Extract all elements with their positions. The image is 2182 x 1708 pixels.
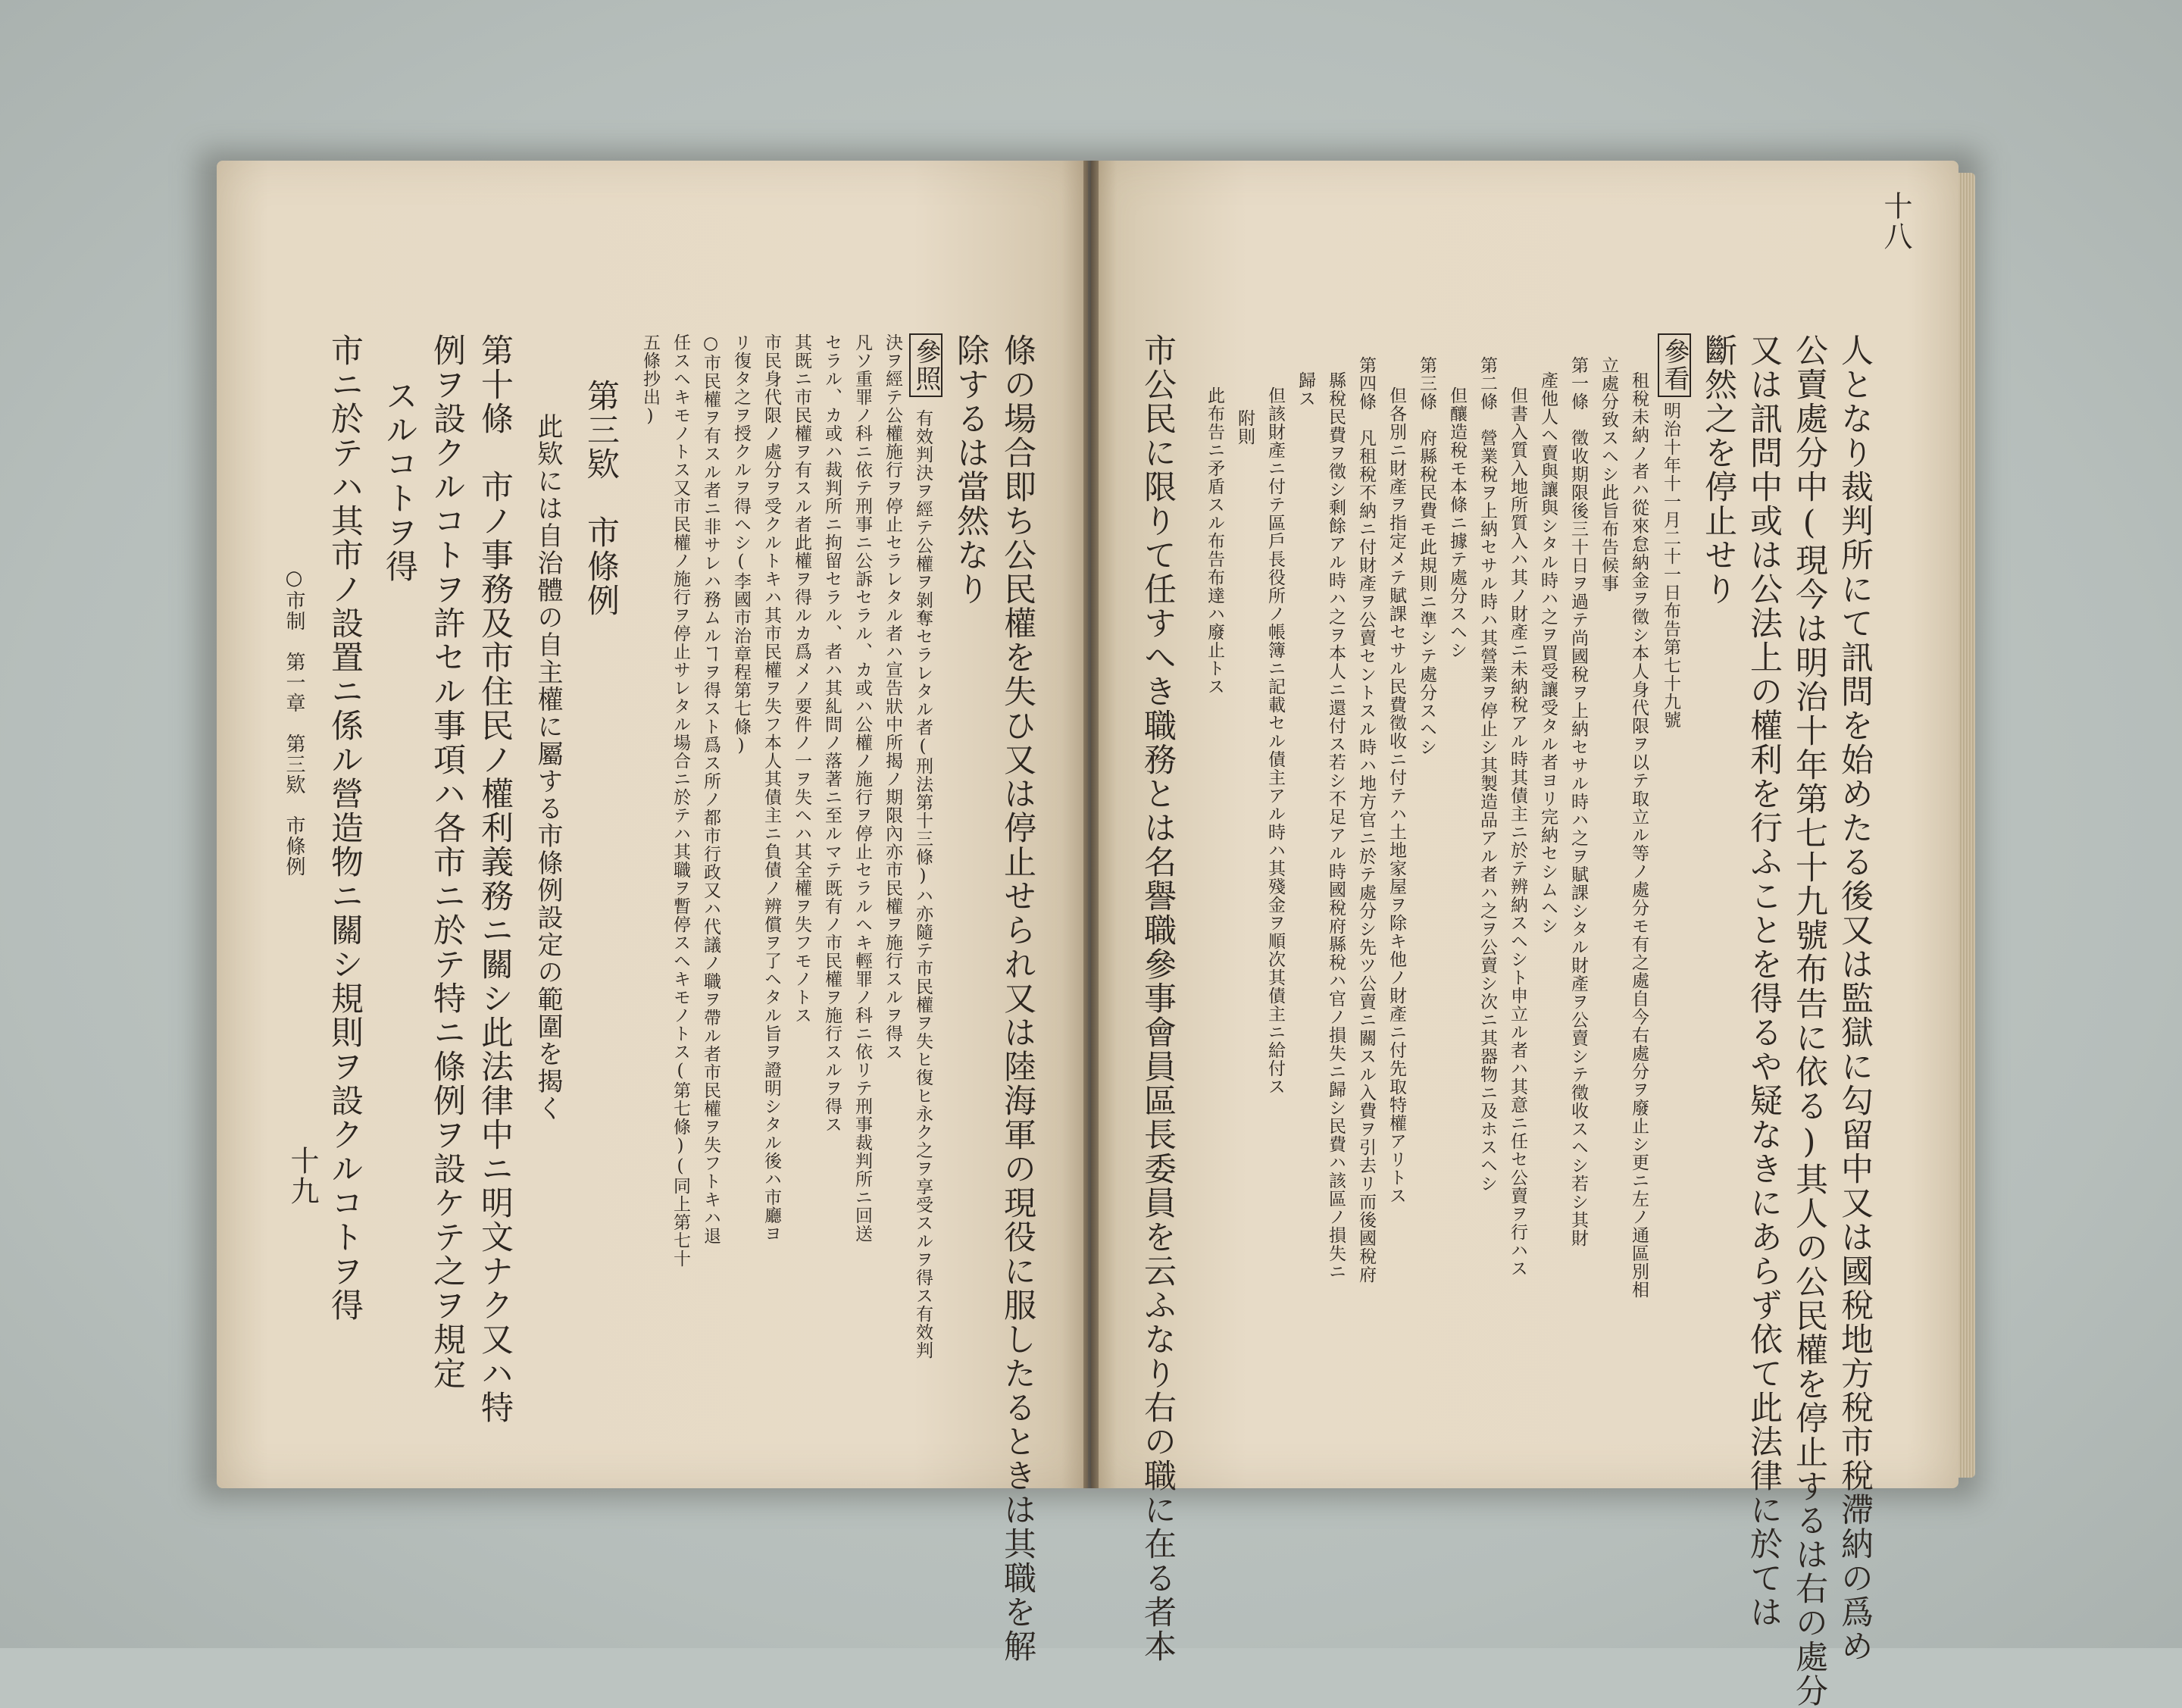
right-ref-line-8: 但釀造稅モ本條ニ據テ處分スヘシ	[1447, 386, 1467, 659]
right-main-line-2: 公賣處分中(現今は明治十年第七十九號布告に依る)其人の公民權を停止するは右の處分	[1790, 333, 1828, 1708]
right-ref-line-4: 第一條 徵收期限後三十日ヲ過テ尚國稅ヲ上納セサル時ハ之ヲ賦課シタル財產ヲ公賣シテ徵收スヘシ若シ其財	[1568, 356, 1588, 1247]
section-note: 此欵には自治體の自主權に屬する市條例設定の範圍を揭く	[533, 413, 563, 1122]
right-ref-line-3: 立處分致スヘシ此旨布告候事	[1599, 356, 1618, 593]
right-ref-line-15: 附則	[1235, 409, 1255, 446]
right-ref-line-6: 但書入質入地所質入ハ其ノ財產ニ未納稅アル時其債主ニ於テ辨納スヘシト申立ル者ハ其意ニ任セ公賣ヲ行ハス	[1508, 386, 1527, 1278]
left-ref-line-8: ○市民權ヲ有スル者ニ非サレハ務ムルヿヲ得スト爲ス所ノ都市行政又ハ代議ノ職ヲ帶ル者市民權ヲ失フトキハ退	[701, 333, 721, 1245]
right-ref-line-2: 租稅未納ノ者ハ從來怠納金ヲ徵シ本人身代限ヲ以テ取立ル等ノ處分モ有之處自今右處分ヲ廢止シ更ニ左ノ通區別相	[1629, 371, 1649, 1299]
right-ref-line-16: 此布告ニ矛盾スル布告布達ハ廢止トス	[1205, 386, 1224, 696]
right-main-line-4: 斷然之を停止せり	[1699, 333, 1737, 606]
left-ref-line-7: リ復タ之ヲ授クルヲ得ヘシ(李國市治章程第七條)	[731, 333, 751, 756]
page-edges	[1958, 173, 1975, 1478]
section-title: 第三欵 市條例	[582, 379, 620, 618]
right-ref-line-1: 明治十年十一月二十一日布告第七十九號	[1661, 402, 1680, 729]
right-last-line: 市公民に限りて任すへき職務とは名譽職參事會員區長委員を云ふなり右の職に在る者本	[1139, 333, 1177, 1663]
left-ref-line-2: 決ヲ經テ公權施行ヲ停止セラレタル者ハ宣告狀中所揭ノ期限內亦市民權ヲ施行スルヲ得ス	[883, 333, 902, 1061]
article-10-line-1: 第十條 市ノ事務及市住民ノ權利義務ニ關シ此法律中ニ明文ナク又ハ特	[476, 333, 514, 1425]
right-ref-line-13: 歸ス	[1296, 371, 1315, 408]
right-ref-line-12: 縣稅民費ヲ徵シ剩餘アル時ハ之ヲ本人ニ還付ス若シ不足アル時國稅府縣稅ハ官ノ損失ニ歸シ民費ハ該區ノ損失ニ	[1326, 371, 1346, 1281]
left-ref-line-9: 任スヘキモノトス又市民權ノ施行ヲ停止サレタル場合ニ於テハ其職ヲ暫停スヘキモノトス(第七條)(同上第七十	[671, 333, 690, 1268]
right-ref-line-11: 第四條 凡租稅不納ニ付財產ヲ公賣セントスル時ハ地方官ニ於テ處分シ先ツ公賣ニ關スル入費ヲ引去リ而後國稅府	[1356, 356, 1376, 1284]
right-ref-line-5: 產他人ヘ賣與讓與シタル時ハ之ヲ買受讓受タル者ヨリ完納セシムヘシ	[1538, 371, 1558, 935]
left-ref-line-10: 五條抄出)	[640, 333, 660, 427]
article-10-line-2: 例ヲ設クルコトヲ許セル事項ハ各市ニ於テ特ニ條例ヲ設ケテ之ヲ規定	[428, 333, 466, 1390]
right-main-line-3: 又は訊問中或は公法上の權利を行ふことを得るや疑なきにあらず依て此法律に於ては	[1745, 333, 1783, 1629]
right-ref-line-10: 但各別ニ財產ヲ指定メテ賦課セサル民費徵收ニ付テハ土地家屋ヲ除キ他ノ財產ニ付先取特權アリトス	[1386, 386, 1406, 1205]
right-ref-line-14: 但該財產ニ付テ區戶長役所ノ帳簿ニ記載セル債主アル時ハ其殘金ヲ順次其債主ニ給付ス	[1265, 386, 1285, 1096]
right-ref-label: 參看	[1658, 333, 1691, 397]
article-10-line-3: スルコトヲ得	[380, 379, 418, 583]
right-main-line-1: 人となり裁判所にて訊問を始めたる後又は監獄に勾留中又は國稅地方稅市稅滯納の爲め	[1836, 333, 1874, 1663]
left-main-line-1: 條の場合即ち公民權を失ひ又は停止せられ又は陸海軍の現役に服したるときは其職を解	[999, 333, 1036, 1663]
page-number-left: 十九	[286, 1146, 319, 1206]
left-ref-line-6: 市民身代限ノ處分ヲ受クルトキハ其市民權ヲ失フ本人其債主ニ負債ノ辨償ヲ了ヘタル旨ヲ證明シタル後ハ市廳ヨ	[761, 333, 781, 1243]
left-main-line-2: 除するは當然なり	[952, 333, 989, 606]
book-gutter	[1083, 161, 1099, 1488]
left-ref-line-1: 有效判決ヲ經テ公權ヲ剝奪セラレタル者(刑法第十三條)ハ亦隨テ市民權ヲ失ヒ復ヒ永ク之ヲ享受スルヲ得ス有效判	[913, 409, 933, 1359]
page-footer-running-head: ○市制 第一章 第三欵 市條例	[283, 567, 305, 877]
left-ref-line-5: 其既ニ市民權ヲ有スル者此權ヲ得ルカ爲メノ要件ノ一ヲ失ヘハ其全權ヲ失フモノトス	[792, 333, 811, 1024]
left-ref-label: 參照	[909, 333, 943, 397]
left-ref-line-4: セラル、カ或ハ裁判所ニ拘留セラル、者ハ其糺問ノ落著ニ至ルマテ既有ノ市民權ヲ施行スルヲ得ス	[822, 333, 842, 1134]
left-ref-line-3: 凡ソ重罪ノ科ニ依テ刑事ニ公訴セラル、カ或ハ公權ノ施行ヲ停止セラルヘキ輕罪ノ科ニ依リテ刑事裁判所ニ回送	[852, 333, 872, 1243]
page-number-right: 十八	[1879, 191, 1912, 252]
article-10-line-4: 市ニ於テハ其市ノ設置ニ係ル營造物ニ關シ規則ヲ設クルコトヲ得	[326, 333, 364, 1322]
right-ref-line-7: 第二條 營業稅ヲ上納セサル時ハ其營業ヲ停止シ其製造品アル者ハ之ヲ公賣シ次ニ其器物ニ及ホスヘシ	[1477, 356, 1497, 1193]
right-ref-line-9: 第三條 府縣稅民費モ此規則ニ準シテ處分スヘシ	[1417, 356, 1436, 756]
